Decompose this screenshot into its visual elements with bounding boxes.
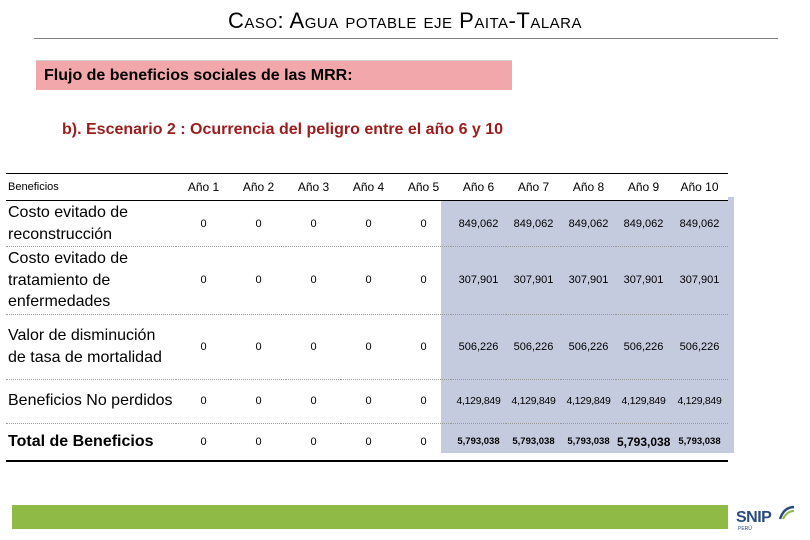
snip-logo (734, 503, 798, 537)
table-cell: 307,901 (616, 247, 671, 315)
table-cell: 5,793,038 (671, 423, 728, 461)
header-row (6, 174, 728, 201)
table-cell: 307,901 (671, 247, 728, 315)
header-year: Año 6 (451, 174, 506, 201)
table-cell: 0 (286, 201, 341, 247)
table-cell: 0 (341, 201, 396, 247)
header-year: Año 10 (671, 174, 728, 201)
table-row (6, 314, 728, 379)
subtitle-box: Flujo de beneficios sociales de las MRR: (36, 60, 512, 90)
header-year: Año 1 (176, 174, 231, 201)
total-label: Total de Beneficios (6, 423, 176, 461)
header-year: Año 4 (341, 174, 396, 201)
table-cell: 506,226 (506, 314, 561, 379)
table-cell: 5,793,038 (451, 423, 506, 461)
header-beneficios: Beneficios (6, 174, 176, 201)
table-cell: 849,062 (671, 201, 728, 247)
table-cell: 849,062 (451, 201, 506, 247)
table-cell: 0 (341, 379, 396, 423)
header-year: Año 9 (616, 174, 671, 201)
table-cell: 506,226 (561, 314, 616, 379)
table-cell: 0 (176, 314, 231, 379)
table-cell: 307,901 (561, 247, 616, 315)
table-cell: 4,129,849 (561, 379, 616, 423)
row-label: Costo evitado de tratamiento de enfermedades (6, 247, 176, 315)
table-cell: 5,793,038 (616, 423, 671, 461)
row-label: Valor de disminución de tasa de mortalidad (6, 314, 176, 379)
total-row (6, 423, 728, 461)
table-row (6, 247, 728, 315)
table-cell: 5,793,038 (561, 423, 616, 461)
row-label: Costo evitado de reconstrucción (6, 201, 176, 247)
table-cell: 0 (341, 314, 396, 379)
table-cell: 506,226 (451, 314, 506, 379)
table-cell: 0 (286, 247, 341, 315)
table-cell: 4,129,849 (671, 379, 728, 423)
table-cell: 849,062 (506, 201, 561, 247)
table-cell: 5,793,038 (506, 423, 561, 461)
table-cell: 0 (341, 247, 396, 315)
table-cell: 0 (286, 423, 341, 461)
header-year: Año 7 (506, 174, 561, 201)
table-cell: 0 (341, 423, 396, 461)
table-cell: 0 (396, 379, 451, 423)
scenario-heading: b). Escenario 2 : Ocurrencia del peligro entre el año 6 y 10 (62, 121, 504, 138)
table-cell: 0 (286, 379, 341, 423)
benefits-table (6, 173, 728, 462)
table-cell: 307,901 (506, 247, 561, 315)
table-cell: 0 (396, 201, 451, 247)
table-cell: 0 (176, 379, 231, 423)
table-cell: 506,226 (616, 314, 671, 379)
table-cell: 0 (176, 201, 231, 247)
header-year: Año 2 (231, 174, 286, 201)
table-cell: 0 (396, 314, 451, 379)
row-label: Beneficios No perdidos (6, 379, 176, 423)
table-cell: 0 (176, 423, 231, 461)
table-cell: 0 (396, 247, 451, 315)
table-cell: 0 (231, 379, 286, 423)
table-cell: 0 (396, 423, 451, 461)
table-cell: 4,129,849 (616, 379, 671, 423)
table-cell: 0 (231, 247, 286, 315)
table-row (6, 379, 728, 423)
header-year: Año 3 (286, 174, 341, 201)
logo-subtext: PERÚ (738, 526, 752, 532)
table-cell: 0 (231, 314, 286, 379)
header-year: Año 5 (396, 174, 451, 201)
logo-swoosh-icon (778, 505, 796, 521)
table-cell: 0 (231, 201, 286, 247)
table-cell: 0 (286, 314, 341, 379)
table-cell: 849,062 (561, 201, 616, 247)
footer-bar (12, 505, 728, 529)
table-cell: 0 (231, 423, 286, 461)
header-year: Año 8 (561, 174, 616, 201)
table-cell: 307,901 (451, 247, 506, 315)
table-cell: 506,226 (671, 314, 728, 379)
page-title: Caso: Agua potable eje Paita-Talara (227, 8, 583, 33)
table-cell: 0 (176, 247, 231, 315)
table-row (6, 201, 728, 247)
table-cell: 4,129,849 (451, 379, 506, 423)
table-cell: 849,062 (616, 201, 671, 247)
title-divider (34, 38, 778, 39)
logo-text: SNIP (736, 509, 772, 526)
table-cell: 4,129,849 (506, 379, 561, 423)
